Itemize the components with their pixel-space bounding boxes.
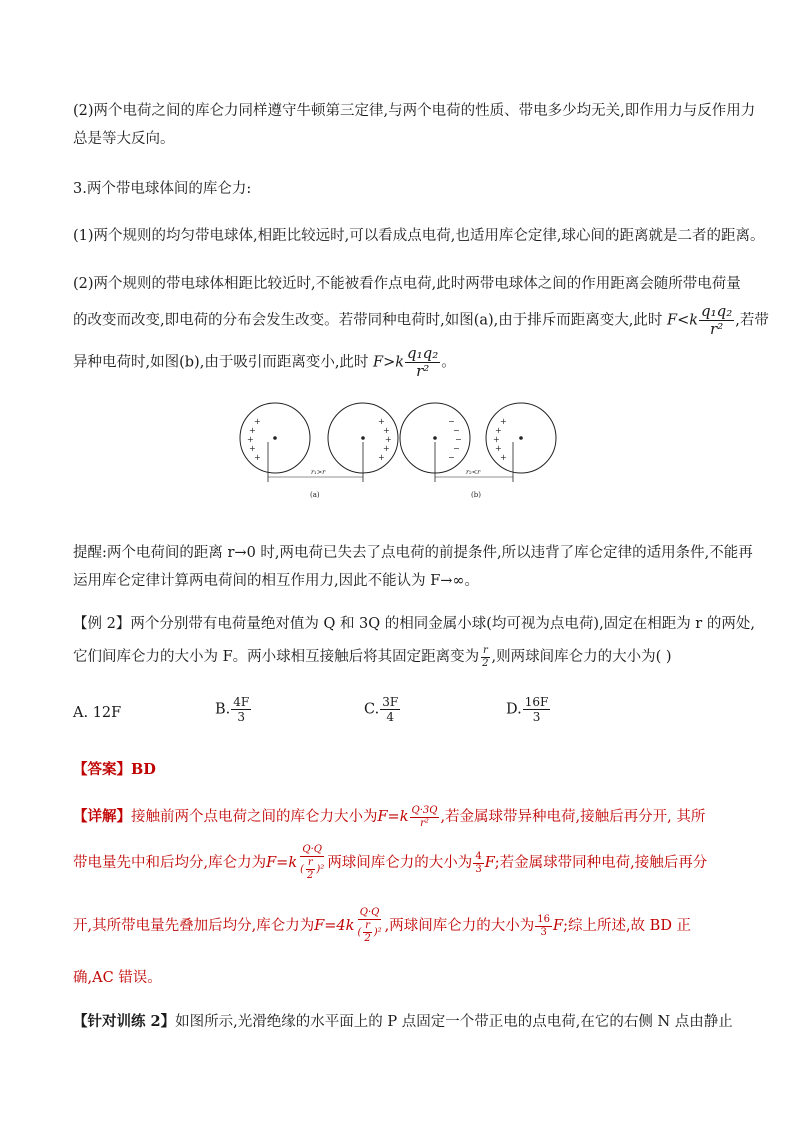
drill-text: 如图所示,光滑绝缘的水平面上的 P 点固定一个带正电的点电荷,在它的右侧 N 点由静止 <box>175 1014 733 1030</box>
charge-sign: − <box>448 453 455 462</box>
charge-sign: + <box>383 444 390 453</box>
caption-b: (b) <box>471 491 481 499</box>
option-a: A. 12F <box>73 705 122 721</box>
answer-line <box>73 758 733 782</box>
example2-l2 <box>73 645 733 669</box>
fraction-q1q2-over-r2: $\frac{\text{q₁q₂}}{\text{r²}}$ <box>701 302 733 338</box>
charge-sign: + <box>500 453 507 462</box>
charge-signs-a2 <box>378 417 392 462</box>
option-c: C. $\frac{3F}{4}$ <box>364 695 399 724</box>
detail-l1: 【详解】接触前两个点电荷之间的库仑力大小为F=k $\frac{Q\cdot 3Q}{\text{r²}}$ ,若金属球带异种电荷,接触后再分开, 其所 <box>73 804 706 829</box>
formula-F-gt: F>k <box>373 354 405 371</box>
fraction: $\frac{16}{3}$ <box>537 913 550 938</box>
center-dot <box>273 436 277 440</box>
caption-a: (a) <box>310 491 320 499</box>
hint-l1: 提醒:两个电荷间的距离 r→0 时,两电荷已失去了点电荷的前提条件,所以违背了库仑定律的适用条件,不能再 <box>73 545 753 561</box>
fraction: $\frac{Q\cdot 3Q}{\text{r²}}$ <box>411 804 438 829</box>
charge-sign: − <box>453 426 460 435</box>
para-close-spheres-l3 <box>73 346 733 379</box>
text: 。 <box>441 354 456 371</box>
para-close-spheres-l2 <box>73 302 769 338</box>
charge-sign: + <box>385 435 392 444</box>
answer-value: BD <box>131 761 156 778</box>
example2-l1: 【例 2】两个分别带有电荷量绝对值为 Q 和 3Q 的相同金属小球(均可视为点电荷),固定在相距为 r 的两处, <box>73 616 755 632</box>
fraction-r-over-2: $\frac{r}{2}$ <box>364 920 371 944</box>
text: 异种电荷时,如图(b),由于吸引而距离变小,此时 <box>73 354 369 371</box>
charge-sign: + <box>495 426 502 435</box>
text: ,若带 <box>735 312 769 329</box>
charge-sign: + <box>254 417 261 426</box>
center-dot <box>433 436 437 440</box>
charge-sign: − <box>455 435 462 444</box>
option-b: B. $\frac{4F}{3}$ <box>215 695 250 724</box>
center-dot <box>361 436 365 440</box>
charge-sign: − <box>448 417 455 426</box>
charge-sign: + <box>378 417 385 426</box>
detail-l4: 确,AC 错误。 <box>73 970 162 986</box>
para-newton-third-l2: 总是等大反向。 <box>73 131 175 147</box>
heading-charged-spheres: 3.两个带电球体间的库仑力: <box>73 181 252 197</box>
hint-l2: 运用库仑定律计算两电荷间的相互作用力,因此不能认为 F→∞。 <box>73 573 480 589</box>
fraction: $\frac{16F}{3}$ <box>524 695 549 724</box>
charge-sign: − <box>453 444 460 453</box>
para-close-spheres-l1: (2)两个规则的带电球体相距比较近时,不能被看作点电荷,此时两带电球体之间的作用距离会随所带电荷量 <box>73 276 741 292</box>
charge-sign: + <box>247 435 254 444</box>
label-r1: r₁>r <box>311 468 326 476</box>
charge-sign: + <box>383 426 390 435</box>
charge-signs-b2 <box>493 417 507 462</box>
charge-sign: + <box>249 444 256 453</box>
charge-sign: + <box>378 453 385 462</box>
charge-signs-a1 <box>247 417 261 462</box>
text: ,则两球间库仑力的大小为( ) <box>491 649 672 665</box>
fraction: $\frac{3F}{4}$ <box>382 695 399 724</box>
para-uniform-spheres: (1)两个规则的均匀带电球体,相距比较远时,可以看成点电荷,也适用库仑定律,球心间的距离就是二者的距离。 <box>73 228 765 244</box>
detail-label: 【详解】 <box>73 808 131 825</box>
charge-sign: + <box>493 435 500 444</box>
option-d: D. $\frac{16F}{3}$ <box>506 695 549 724</box>
fraction-r-over-2: $\frac{r}{2}$ <box>307 857 314 881</box>
charge-sign: + <box>249 426 256 435</box>
fraction: Q·Q ( $\frac{r}{2}$ )² <box>300 844 325 881</box>
detail-l3: 开,其所带电量先叠加后均分,库仑力为F=4k Q·Q ( $\frac{r}{2}$ )² ,两球间库仑力的大小为 $\frac{16}{3}$ F;综上所述,故 BD 正 <box>73 907 692 944</box>
formula-F-lt: F<k <box>667 312 699 329</box>
charge-sign: + <box>254 453 261 462</box>
charge-sign: + <box>495 444 502 453</box>
drill-2 <box>73 1010 733 1034</box>
charge-signs-b1 <box>448 417 462 462</box>
fraction: $\frac{4F}{3}$ <box>233 695 250 724</box>
text: 的改变而改变,即电荷的分布会发生改变。若带同种电荷时,如图(a),由于排斥而距离变大,此时 <box>73 312 663 329</box>
fraction-r-over-2: $\frac{r}{2}$ <box>482 644 489 669</box>
label-r2: r₂<r <box>466 468 481 476</box>
drill-label: 【针对训练 2】 <box>73 1013 176 1030</box>
detail-l2: 带电量先中和后均分,库仑力为F=k Q·Q ( $\frac{r}{2}$ )² 两球间库仑力的大小为 $\frac{4}{3}$ F;若金属球带同种电荷,接触后再分 <box>73 844 708 881</box>
fraction: Q·Q ( $\frac{r}{2}$ )² <box>357 907 382 944</box>
charge-sign: + <box>500 417 507 426</box>
center-dot <box>519 436 523 440</box>
answer-label: 【答案】 <box>73 761 131 778</box>
charged-spheres-figure <box>238 402 558 504</box>
fraction: $\frac{4}{3}$ <box>475 850 482 875</box>
text: 它们间库仑力的大小为 F。两小球相互接触后将其固定距离变为 <box>73 649 480 665</box>
fraction-q1q2-over-r2: $\frac{\text{q₁q₂}}{\text{r²}}$ <box>407 344 439 380</box>
para-newton-third-l1: (2)两个电荷之间的库仑力同样遵守牛顿第三定律,与两个电荷的性质、带电多少均无关,即作用力与反作用力 <box>73 103 756 119</box>
